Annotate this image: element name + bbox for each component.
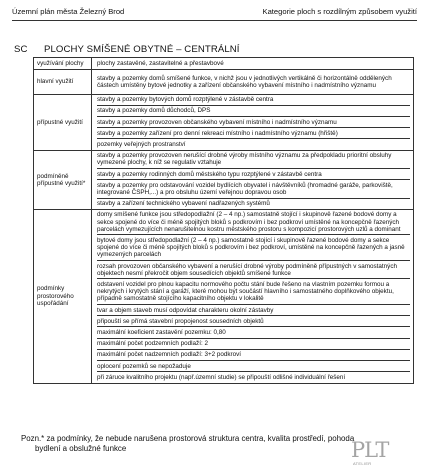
table-row-permitted-use <box>34 94 414 150</box>
section-heading <box>14 44 240 55</box>
list-item: tvar a objem staveb musí odpovídat charakteru okolní zástavby <box>97 305 410 316</box>
list-item: stavby a pozemky provozoven občanského vybavení místního i nadmístního významu <box>97 117 410 128</box>
logo-caption: ATELIER <box>353 461 372 466</box>
header-chapter-title: Kategorie ploch s rozdílným způsobem využití <box>262 7 417 16</box>
row-label-permitted-use: přípustné využití <box>34 94 92 150</box>
header-cell-areas: plochy zastavěné, zastavitelné a přestavbové <box>92 58 414 70</box>
header-document-title: Územní plán města Železný Brod <box>12 7 125 16</box>
list-item: stavby a pozemky rodinných domů městského typu rozptýlené v zástavbě centra <box>97 169 410 180</box>
row-label-spatial-conditions: podmínky prostorového uspořádání <box>34 209 92 383</box>
section-title: PLOCHY SMÍŠENÉ OBYTNÉ – CENTRÁLNÍ <box>44 44 240 55</box>
page-header <box>12 6 417 21</box>
table-header-row <box>34 58 414 70</box>
list-item: pozemky veřejných prostranství <box>97 140 186 148</box>
main-use-items <box>92 70 414 94</box>
footnote-line-1: Pozn.* za podmínky, že nebude narušena prostorová struktura centra, kvalita prostředí, pohoda <box>21 434 355 443</box>
conditional-use-items <box>92 150 414 209</box>
header-cell-use: využívání plochy <box>34 58 92 70</box>
table-row-spatial-conditions <box>34 209 414 383</box>
table-row-main-use <box>34 70 414 94</box>
list-item: maximální počet podzemních podlaží: 2 <box>97 339 410 350</box>
list-item: stavby a pozemky pro odstavování vozidel bydlících obyvatel i návštěvníků (hromadné garáže, parkoviště, integrované ČSPH,...) a pro obsluhu území veřejnou dopravou osob <box>97 180 410 198</box>
list-item: rozsah provozoven občanského vybavení a nerušící drobné výroby podmíněně přípustných v samostatných objektech nesmí překročit objem sousedících objektů smíšené funkce <box>97 261 410 279</box>
list-item: stavby a pozemky domů smíšené funkce, v nichž jsou v jednotlivých vertikálně či horizontálně oddělených částech umístěny bytové jednotky a zařízení občanského vybavení místního i nadmístního významu <box>97 74 392 89</box>
list-item: maximální počet nadzemních podlaží: 3+2 podkroví <box>97 350 410 361</box>
spatial-conditions-items <box>92 209 414 383</box>
list-item: odstavení vozidel pro plnou kapacitu normového počtu stání bude řešeno na vlastním pozemku formou a nekrytých i krytých stání a garáží, které mohou být součástí hlavního i samostatného doplňkového objektu, případně samostatně stojícího kapacitního objektu v lokalitě <box>97 279 410 305</box>
list-item: domy smíšené funkce jsou středopodlažní (2 – 4 np.) samostatně stojící i skupinově řazené bodové domy a sekce spojené do více či méně spojitých bloků s podkrovím i bez podkroví umístěné na koncepčně řazených parcelách vymezujících nenarušitelnou kostru městského prostoru s kompozicí prostorových uzlů a dominant <box>97 210 410 236</box>
row-label-main-use: hlavní využití <box>34 70 92 94</box>
logo-mark: PLT <box>351 438 389 462</box>
list-item: oplocení pozemků se nepožaduje <box>97 361 410 372</box>
footnote-line-2: bydlení a obslužné funkce <box>35 444 127 453</box>
list-item: stavby a pozemky bytových domů rozptýlené v zástavbě centra <box>97 95 410 106</box>
publisher-logo <box>351 438 391 466</box>
list-item: při záruce kvalitního projektu (např.územní studie) se připouští odlišné individuální řešení <box>97 373 346 381</box>
permitted-use-items <box>92 94 414 150</box>
list-item: stavby a zařízení technického vybavení nadřazených systémů <box>97 200 270 208</box>
list-item: maximální koeficient zastavění pozemku: 0,80 <box>97 327 410 338</box>
section-code: SC <box>14 44 28 55</box>
list-item: stavby a pozemky domů důchodců, DPS <box>97 106 410 117</box>
table-row-conditional-use <box>34 150 414 209</box>
list-item: bytové domy jsou středopodlažní (2 – 4 np.) samostatně stojící i skupinově řazené bodové domy a sekce spojené do více či méně spojitých bloků s podkrovím i bez podkroví, umístěné na koncepčně řazených a jasně vymezených parcelách <box>97 235 410 261</box>
row-label-conditional-use: podmíněně přípustné využití* <box>34 150 92 209</box>
regulation-table <box>33 57 414 384</box>
list-item: stavby a pozemky provozoven nerušící drobné výroby místního významu za předpokladu prioritní obsluhy vymezené plochy, k níž se regulativ vztahuje <box>97 151 410 169</box>
list-item: stavby a pozemky zařízení pro denní rekreaci místního i nadmístního významu (hřiště) <box>97 128 410 139</box>
list-item: připouští se přímá stavební propojenost sousedních objektů <box>97 316 410 327</box>
